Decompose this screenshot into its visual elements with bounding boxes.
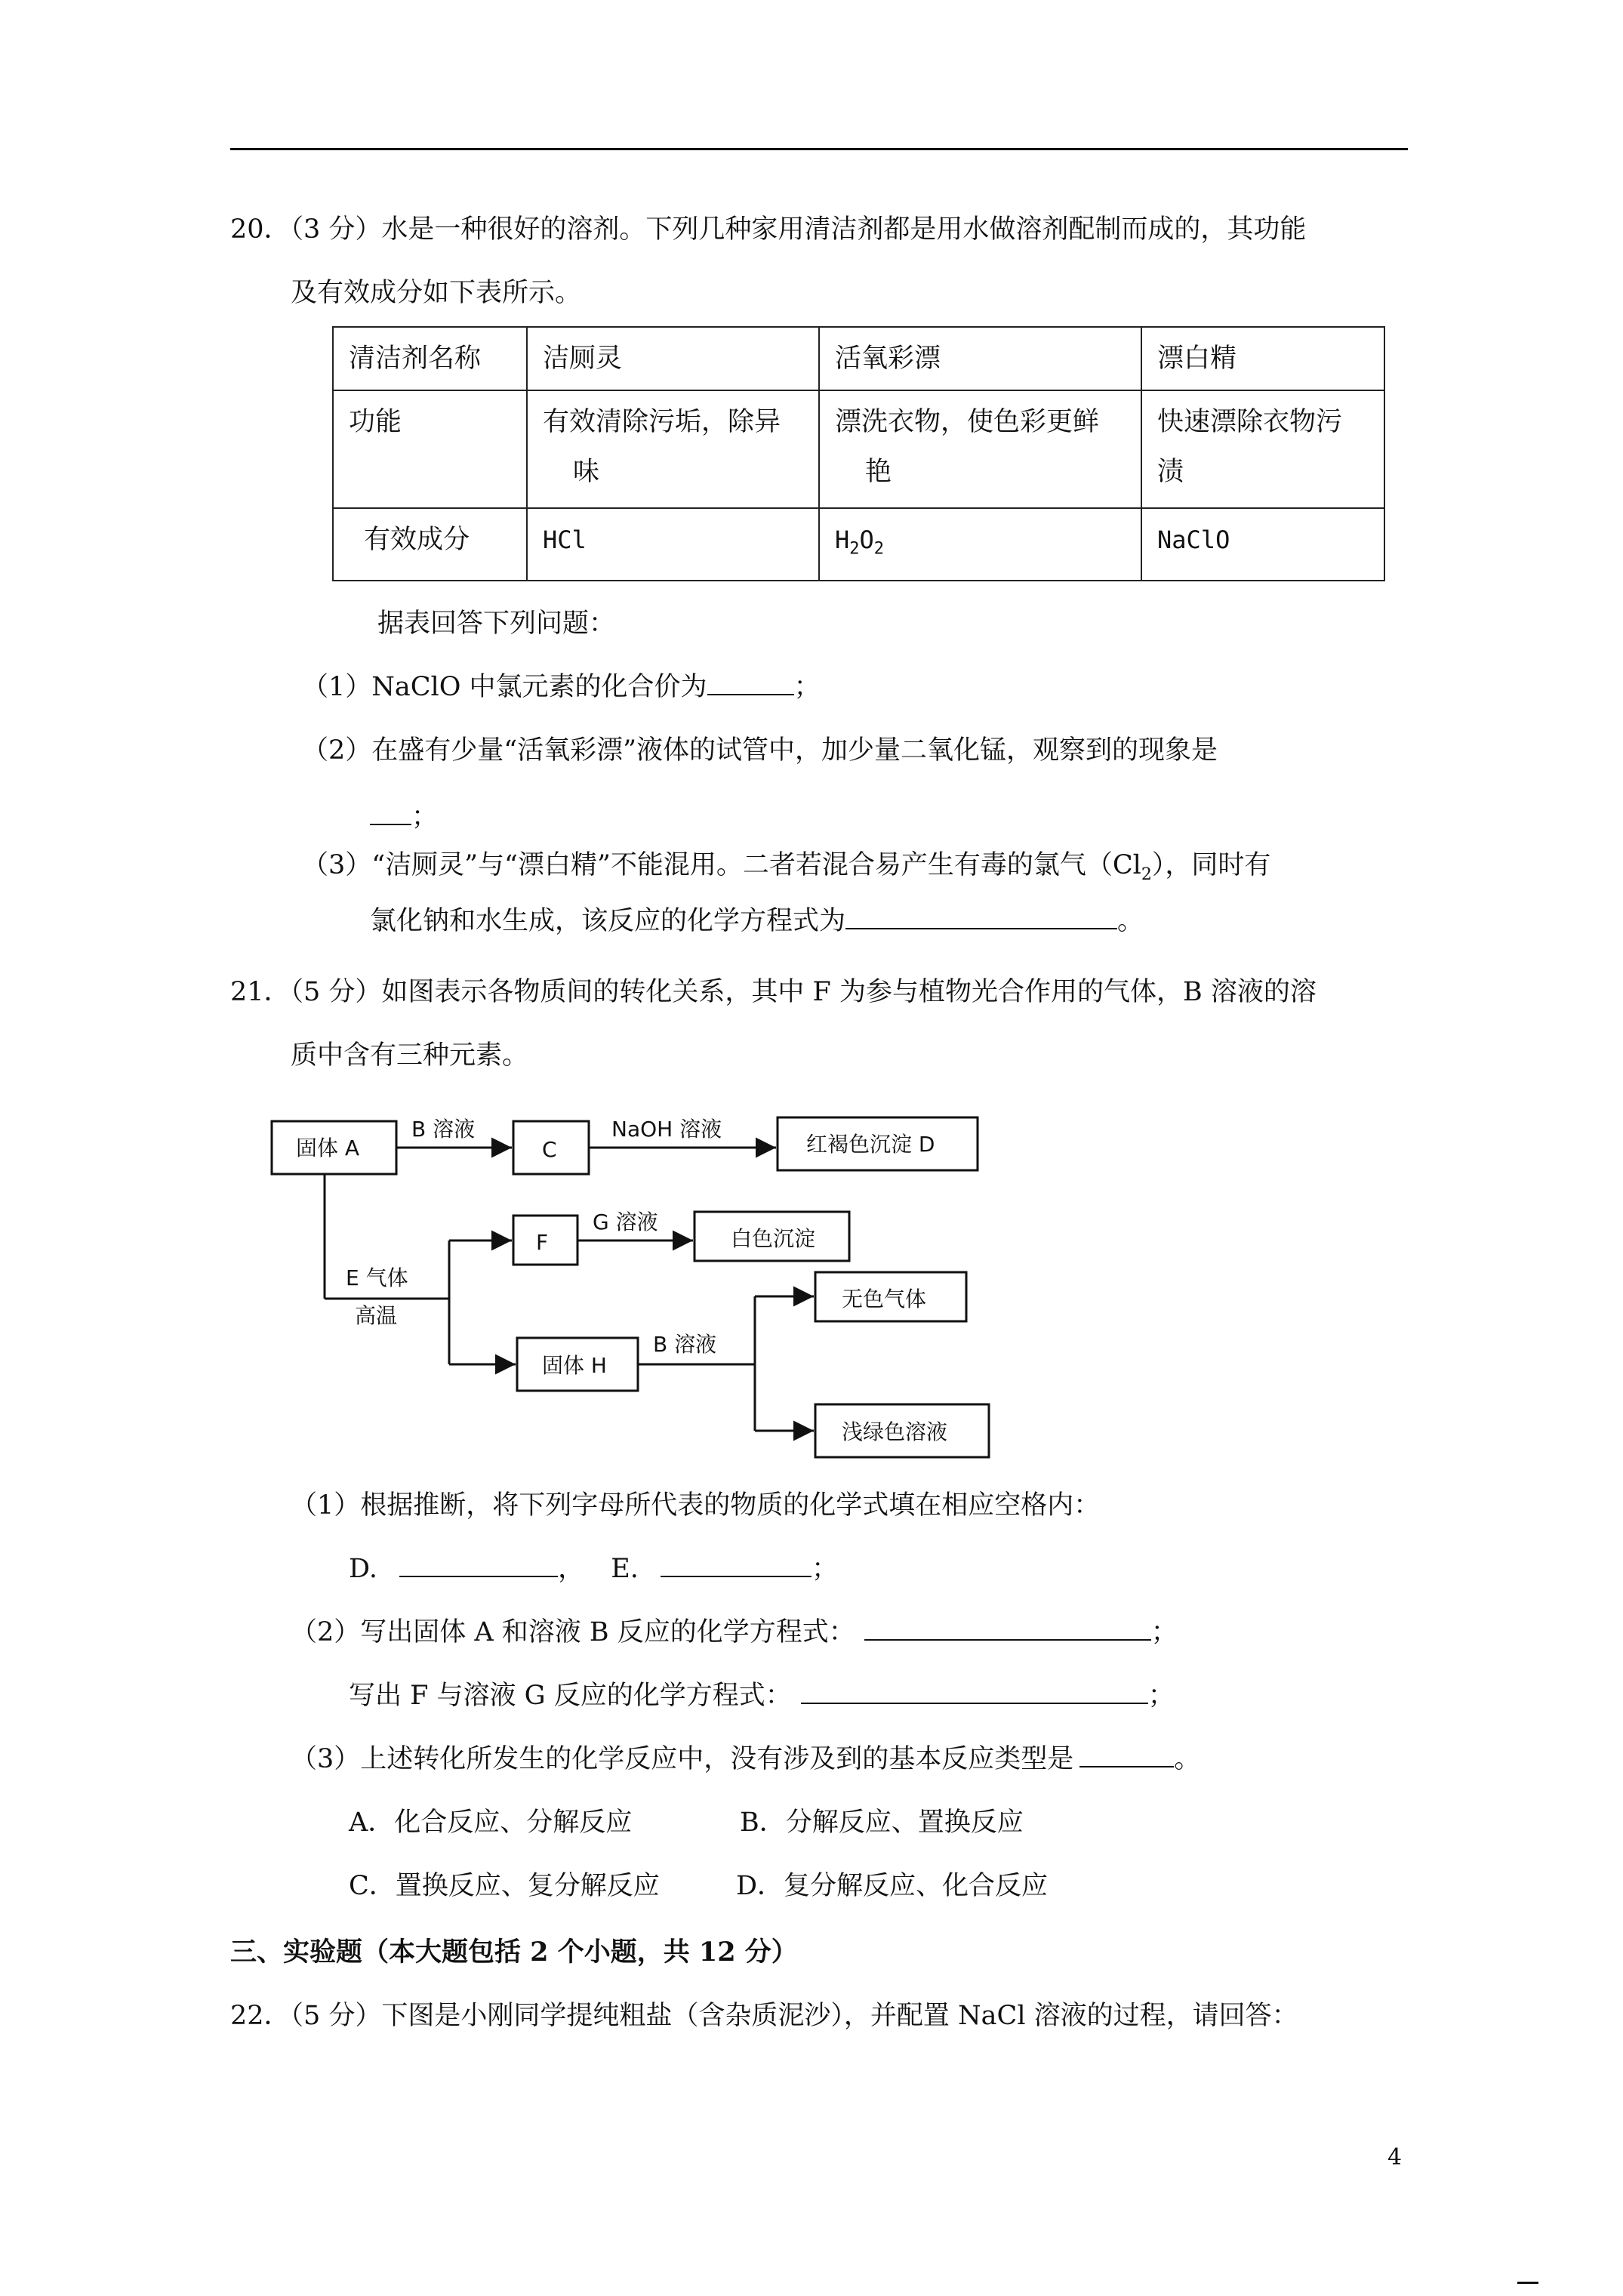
- label-green-solution: 浅绿色溶液: [842, 1419, 948, 1444]
- label-f: F: [536, 1230, 549, 1255]
- question-text: D.: [349, 1554, 377, 1584]
- table-row: [333, 327, 1384, 390]
- label-white-precipitate: 白色沉淀: [731, 1226, 816, 1251]
- page-number: 4: [1387, 2144, 1403, 2171]
- q21-line1: 21．（5 分）如图表示各物质间的转化关系，其中 F 为参与植物光合作用的气体，B 溶液的溶: [230, 977, 1317, 1007]
- table-cell: 有效成分: [333, 508, 527, 581]
- label-solid-h: 固体 H: [542, 1353, 607, 1378]
- formula-text: O: [859, 525, 874, 554]
- question-text: 。: [1117, 906, 1144, 936]
- question-text: 写出 F 与溶液 G 反应的化学方程式：: [349, 1681, 792, 1711]
- subscript: 2: [849, 539, 860, 559]
- answer-blank[interactable]: [707, 671, 794, 695]
- question-text: ），同时有: [1151, 850, 1271, 880]
- answer-blank[interactable]: [845, 905, 1117, 929]
- table-row: [333, 508, 1384, 581]
- table-cell: 洁厕灵: [527, 327, 819, 390]
- answer-blank[interactable]: [1079, 1743, 1174, 1767]
- question-text: ；: [411, 802, 439, 832]
- cell-text: 艳: [865, 457, 892, 487]
- conversion-diagram: [257, 1102, 1027, 1461]
- label-c: C: [542, 1137, 557, 1162]
- question-text: （3）上述转化所发生的化学反应中，没有涉及到的基本反应类型是: [291, 1744, 1074, 1774]
- answer-blank-e[interactable]: [661, 1553, 812, 1577]
- question-text: （3）“洁厕灵”与“漂白精”不能混用。二者若混合易产生有毒的氯气（Cl: [302, 850, 1141, 880]
- question-text: 。: [1174, 1744, 1201, 1774]
- section-heading: 三、实验题（本大题包括 2 个小题，共 12 分）: [230, 1937, 798, 1968]
- subscript: 2: [873, 539, 885, 559]
- header-rule: [230, 148, 1408, 150]
- cleaner-table: [332, 326, 1385, 581]
- q21-sub2-line1: [291, 1616, 1178, 1649]
- question-text: ；: [1150, 1617, 1178, 1647]
- q21-line2: 质中含有三种元素。: [291, 1040, 529, 1071]
- table-cell: 清洁剂名称: [333, 327, 527, 390]
- question-text: （1）NaClO 中氯元素的化合价为: [302, 672, 707, 702]
- q20-prompt: 据表回答下列问题：: [377, 609, 616, 639]
- q21-sub1-line2: [349, 1552, 838, 1586]
- answer-blank[interactable]: [801, 1680, 1148, 1704]
- cell-text: 快速漂除衣物污: [1157, 407, 1343, 437]
- cell-text: 味: [573, 457, 600, 487]
- corner-mark: [1517, 2282, 1538, 2284]
- q22-line1: 22．（5 分）下图是小刚同学提纯粗盐（含杂质泥沙），并配置 NaCl 溶液的过程，请回答：: [230, 2001, 1298, 2031]
- label-d: 红褐色沉淀 D: [806, 1132, 935, 1157]
- q20-sub2-line1: （2）在盛有少量“活氧彩漂”液体的试管中，加少量二氧化锰，观察到的现象是: [302, 735, 1218, 766]
- arrow-label-e: E 气体: [346, 1265, 408, 1290]
- arrow-label-naoh: NaOH 溶液: [611, 1117, 722, 1142]
- question-text: ，: [558, 1554, 585, 1584]
- q20-sub3-line1: [302, 849, 1270, 892]
- q20-sub1: [302, 670, 821, 704]
- cell-text: 渍: [1157, 457, 1184, 487]
- question-text: ；: [1147, 1681, 1175, 1711]
- question-text: E.: [611, 1554, 639, 1584]
- table-cell: [819, 390, 1141, 508]
- table-row: [333, 390, 1384, 508]
- q21-sub3-line1: [291, 1743, 1200, 1776]
- question-text: ；: [793, 672, 821, 702]
- cell-text: 有效清除污垢，除异: [543, 407, 781, 437]
- table-cell: NaClO: [1141, 508, 1384, 581]
- answer-blank-d[interactable]: [399, 1553, 558, 1577]
- label-colorless-gas: 无色气体: [842, 1287, 927, 1311]
- formula-text: H: [835, 525, 850, 554]
- q20-sub3-line2: [370, 905, 1144, 938]
- table-cell: 活氧彩漂: [819, 327, 1141, 390]
- question-text: ；: [812, 1554, 839, 1584]
- cell-text: 漂洗衣物，使色彩更鲜: [835, 407, 1100, 437]
- table-cell: [527, 390, 819, 508]
- question-text: （2）写出固体 A 和溶液 B 反应的化学方程式：: [291, 1617, 855, 1647]
- table-cell: [819, 508, 1141, 581]
- q21-sub1-line1: （1）根据推断，将下列字母所代表的物质的化学式填在相应空格内：: [291, 1490, 1101, 1521]
- option-c: C．置换反应、复分解反应: [349, 1871, 660, 1901]
- table-cell: 漂白精: [1141, 327, 1384, 390]
- table-cell: HCl: [527, 508, 819, 581]
- option-a: A．化合反应、分解反应: [349, 1808, 633, 1838]
- answer-blank[interactable]: [370, 801, 411, 825]
- arrow-label-temp: 高温: [355, 1303, 398, 1328]
- option-b: B．分解反应、置换反应: [740, 1808, 1024, 1838]
- answer-blank[interactable]: [864, 1616, 1151, 1641]
- q21-sub2-line2: [349, 1679, 1175, 1712]
- question-text: 氯化钠和水生成，该反应的化学方程式为: [370, 906, 846, 936]
- arrow-label-g: G 溶液: [593, 1210, 658, 1234]
- label-solid-a: 固体 A: [296, 1136, 360, 1160]
- table-cell: 功能: [333, 390, 527, 508]
- arrow-label-b1: B 溶液: [411, 1117, 476, 1142]
- subscript: 2: [1141, 865, 1152, 884]
- arrow-label-b2: B 溶液: [653, 1332, 717, 1357]
- option-d: D．复分解反应、化合反应: [736, 1871, 1049, 1901]
- q20-sub2-line2: [370, 800, 438, 834]
- q20-line2: 及有效成分如下表所示。: [291, 278, 582, 308]
- table-cell: [1141, 390, 1384, 508]
- q20-line1: 20．（3 分）水是一种很好的溶剂。下列几种家用清洁剂都是用水做溶剂配制而成的，其功能: [230, 214, 1307, 245]
